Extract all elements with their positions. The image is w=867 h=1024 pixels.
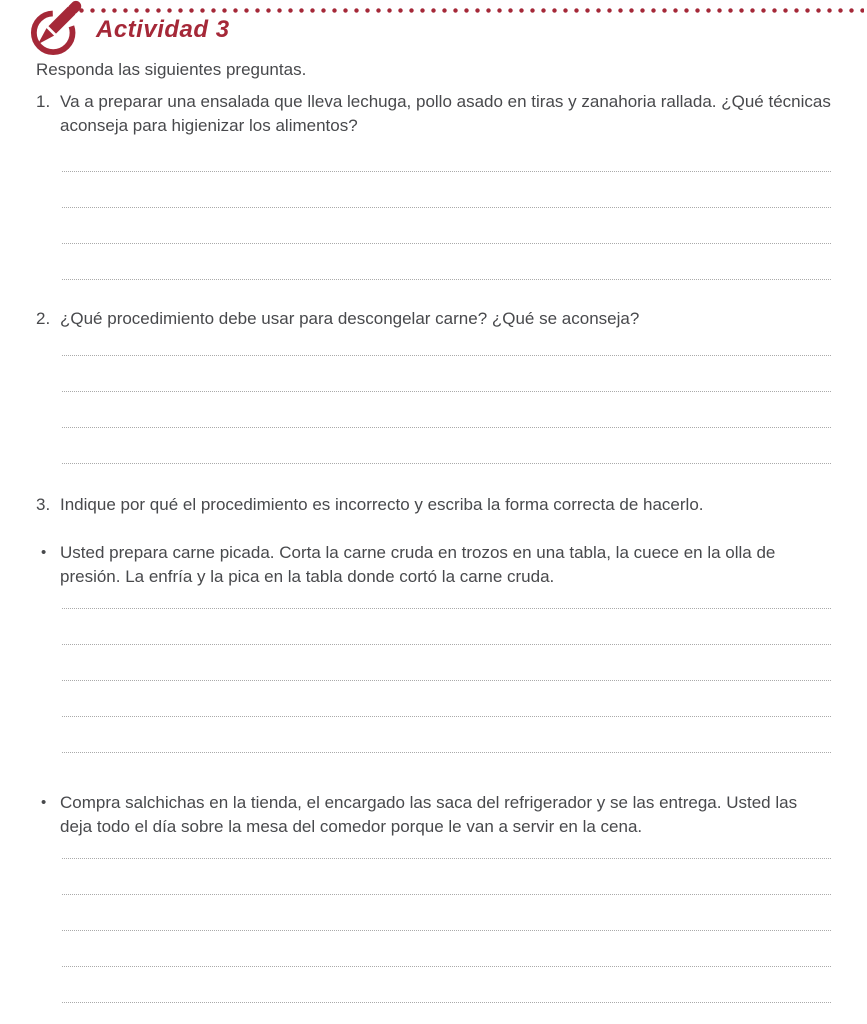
answer-line xyxy=(62,645,831,681)
answer-line xyxy=(62,356,831,392)
case-2-answer-lines xyxy=(62,823,831,1003)
question-3-number: 3. xyxy=(36,495,51,514)
question-2-answer-lines xyxy=(62,320,831,464)
answer-line xyxy=(62,681,831,717)
case-2-row xyxy=(36,791,831,839)
activity-title: Actividad 3 xyxy=(96,16,230,43)
answer-line xyxy=(62,895,831,931)
answer-line xyxy=(62,717,831,753)
case-1-answer-lines xyxy=(62,573,831,753)
answer-line xyxy=(62,392,831,428)
question-1-number: 1. xyxy=(36,92,51,111)
intro-text: Responda las siguientes preguntas. xyxy=(36,60,307,79)
question-3-text: Indique por qué el procedimiento es incorrecto y escriba la forma correcta de hacerlo. xyxy=(60,495,704,514)
dotted-rule-decoration xyxy=(76,7,864,14)
answer-line xyxy=(62,208,831,244)
answer-line xyxy=(62,967,831,1003)
question-1-row xyxy=(36,90,831,138)
question-2-text: ¿Qué procedimiento debe usar para descongelar carne? ¿Qué se aconseja? xyxy=(60,309,640,328)
answer-line xyxy=(62,428,831,464)
question-2-number: 2. xyxy=(36,309,51,328)
question-3 xyxy=(0,493,867,517)
case-1-text: Usted prepara carne picada. Corta la carne cruda en trozos en una tabla, la cuece en la olla de presión. La enfría y la pica en la tabla donde cortó la carne cruda. xyxy=(60,543,776,586)
answer-line xyxy=(62,136,831,172)
case-scenario-1 xyxy=(0,541,867,753)
question-3-row xyxy=(36,493,831,517)
case-1-row xyxy=(36,541,831,589)
case-2-text: Compra salchichas en la tienda, el encargado las saca del refrigerador y se las entrega. Usted las deja todo el día sobre la mesa del comedor porque le van a servir en la cena. xyxy=(60,793,798,836)
question-2 xyxy=(0,307,867,464)
answer-line xyxy=(62,859,831,895)
question-1 xyxy=(0,90,867,280)
bullet-icon: • xyxy=(41,544,47,561)
bullet-icon: • xyxy=(41,794,47,811)
answer-line xyxy=(62,172,831,208)
case-scenario-2 xyxy=(0,791,867,1003)
answer-line xyxy=(62,609,831,645)
question-1-answer-lines xyxy=(62,136,831,280)
question-1-text: Va a preparar una ensalada que lleva lechuga, pollo asado en tiras y zanahoria rallada. ¿Qué técnicas aconseja para higienizar los alimentos? xyxy=(60,92,831,135)
answer-line xyxy=(62,244,831,280)
answer-line xyxy=(62,931,831,967)
